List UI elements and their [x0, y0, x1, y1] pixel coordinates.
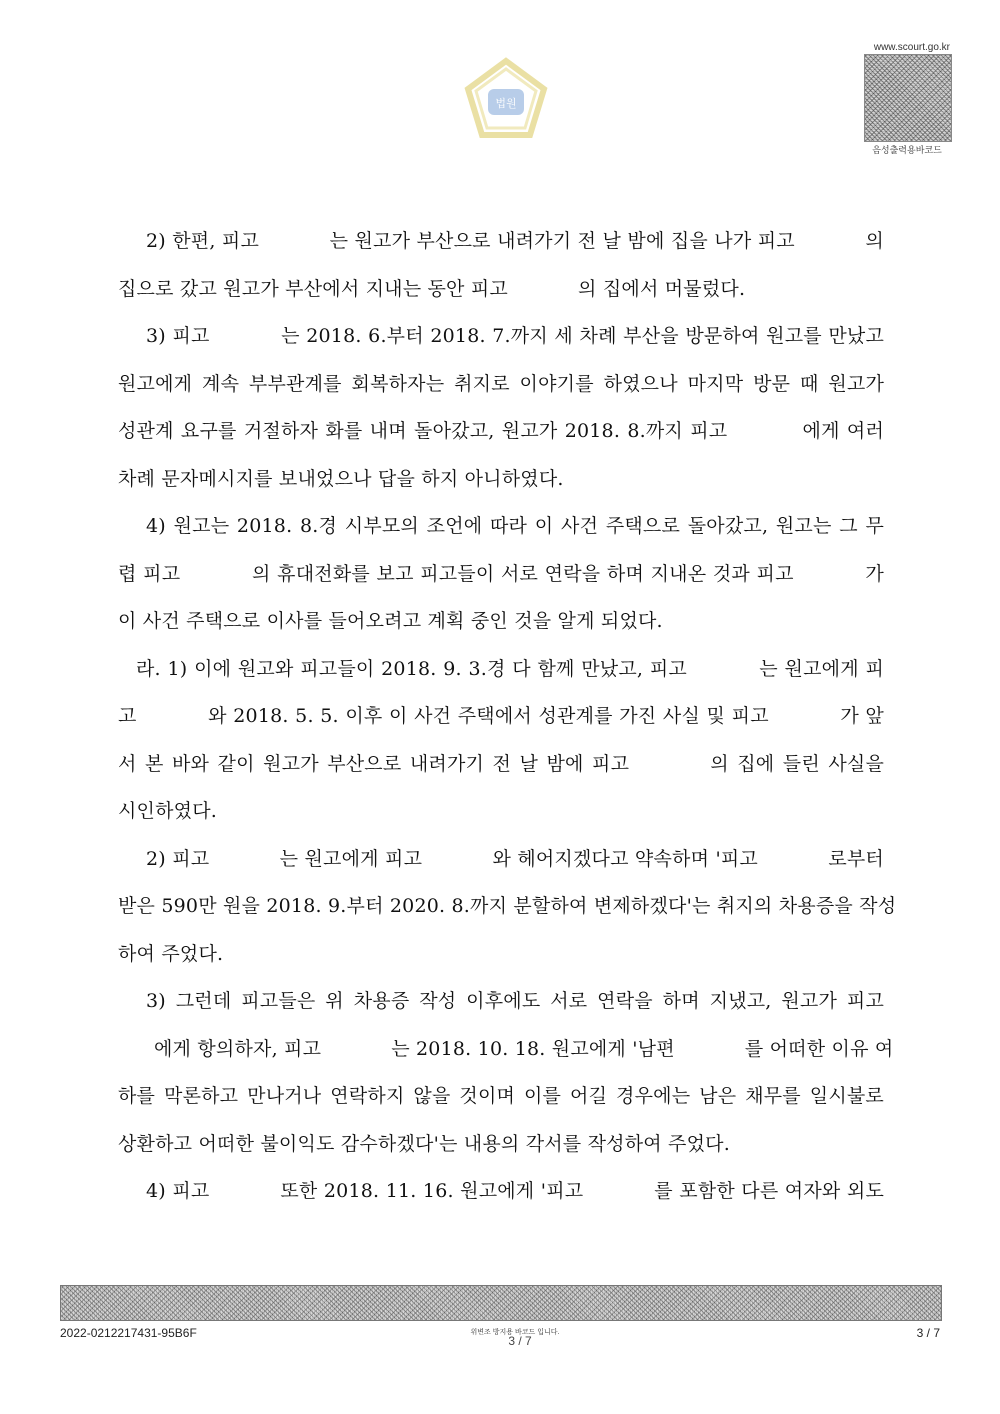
paragraph-line: 고 와 2018. 5. 5. 이후 이 사건 주택에서 성관계를 가진 사실 및 피고 가 앞: [118, 705, 884, 727]
paragraph-line: 2) 피고 는 원고에게 피고 와 헤어지겠다고 약속하며 '피고 로부터: [146, 847, 884, 870]
paragraph-line: 성관계 요구를 거절하자 화를 내며 돌아갔고, 원고가 2018. 8.까지 피고 에게 여러: [118, 420, 884, 442]
paragraph-line: 2) 한편, 피고 는 원고가 부산으로 내려가기 전 날 밤에 집을 나가 피고 의: [146, 230, 884, 252]
paragraph-line: 4) 원고는 2018. 8.경 시부모의 조언에 따라 이 사건 주택으로 돌아갔고, 원고는 그 무: [146, 515, 884, 537]
court-seal-watermark: [460, 55, 552, 147]
paragraph-line: 이 사건 주택으로 이사를 들어오려고 계획 중인 것을 알게 되었다.: [118, 610, 663, 632]
paragraph-line: 3) 피고 는 2018. 6.부터 2018. 7.까지 세 차례 부산을 방문하여 원고를 만났고: [146, 325, 884, 347]
paragraph-line: 상환하고 어떠한 불이익도 감수하겠다'는 내용의 각서를 작성하여 주었다.: [118, 1132, 730, 1155]
paragraph-line: 서 본 바와 같이 원고가 부산으로 내려가기 전 날 밤에 피고 의 집에 들린 사실을: [118, 752, 884, 775]
paragraph-line: 에게 항의하자, 피고 는 2018. 10. 18. 원고에게 '남편 를 어떠한 이유 여: [154, 1037, 894, 1060]
qr-url: www.scourt.go.kr: [873, 42, 950, 53]
paragraph-line: 렵 피고 의 휴대전화를 보고 피고들이 서로 연락을 하며 지내온 것과 피고 가: [118, 562, 884, 585]
page-number-center: 3 / 7: [508, 1334, 532, 1348]
barcode-note: 위변조 방지용 바코드 입니다.: [470, 1329, 560, 1336]
seal-text: 법원: [495, 97, 517, 110]
page-number-right: 3 / 7: [916, 1326, 940, 1340]
paragraph-line: 3) 그런데 피고들은 위 차용증 작성 이후에도 서로 연락을 하며 지냈고, 원고가 피고: [146, 990, 884, 1012]
document-id: 2022-0212217431-95B6F: [60, 1326, 197, 1340]
paragraph-line: 하여 주었다.: [118, 942, 224, 965]
paragraph-line: 원고에게 계속 부부관계를 회복하자는 취지로 이야기를 하였으나 마지막 방문 때 원고가: [118, 372, 884, 395]
paragraph-line: 받은 590만 원을 2018. 9.부터 2020. 8.까지 분할하여 변제하겠다'는 취지의 차용증을 작성: [118, 895, 897, 917]
document-body: [118, 218, 897, 1216]
paragraph-line: 하를 막론하고 만나거나 연락하지 않을 것이며 이를 어길 경우에는 남은 채무를 일시불로: [118, 1085, 884, 1107]
paragraph-line: 집으로 갔고 원고가 부산에서 지내는 동안 피고 의 집에서 머물렀다.: [118, 277, 746, 300]
paragraph-line: 시인하였다.: [118, 800, 218, 822]
qr-caption: 음성출력용바코드: [872, 145, 942, 155]
voice-barcode: [864, 54, 952, 142]
paragraph-line: 4) 피고 또한 2018. 11. 16. 원고에게 '피고 를 포함한 다른 여자와 외도: [146, 1180, 884, 1202]
paragraph-line: 라. 1) 이에 원고와 피고들이 2018. 9. 3.경 다 함께 만났고, 피고 는 원고에게 피: [136, 657, 884, 680]
paragraph-line: 차례 문자메시지를 보내었으나 답을 하지 아니하였다.: [118, 467, 564, 490]
anti-forgery-barcode: [60, 1285, 942, 1321]
